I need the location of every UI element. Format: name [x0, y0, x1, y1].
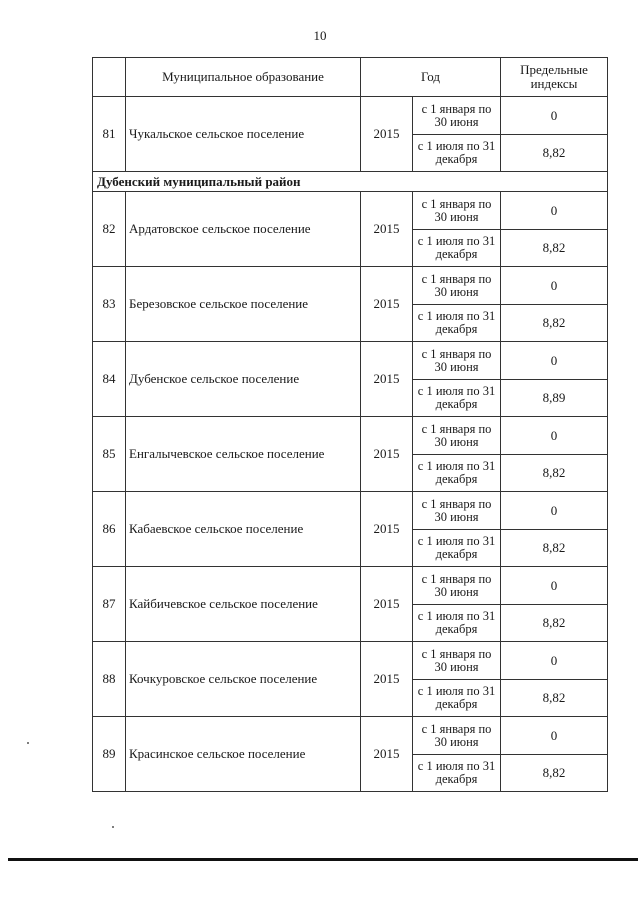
- district-name: Дубенский муниципальный район: [93, 172, 608, 192]
- period-label: с 1 июля по 31 декабря: [413, 380, 501, 417]
- period-label: с 1 июля по 31 декабря: [413, 680, 501, 717]
- year-cell: 2015: [361, 97, 413, 172]
- district-row: [93, 172, 608, 192]
- period-label: с 1 января по 30 июня: [413, 492, 501, 530]
- row-number: 89: [93, 717, 126, 792]
- index-value: 8,89: [501, 380, 608, 417]
- index-value: 0: [501, 97, 608, 135]
- period-label: с 1 января по 30 июня: [413, 267, 501, 305]
- table-row: [93, 567, 608, 605]
- index-value: 8,82: [501, 530, 608, 567]
- index-value: 0: [501, 717, 608, 755]
- period-label: с 1 июля по 31 декабря: [413, 230, 501, 267]
- index-value: 8,82: [501, 135, 608, 172]
- table-row: [93, 717, 608, 755]
- row-number: 87: [93, 567, 126, 642]
- page-number: 10: [313, 28, 327, 43]
- scan-speck: [112, 826, 114, 828]
- period-label: с 1 июля по 31 декабря: [413, 455, 501, 492]
- year-cell: 2015: [361, 417, 413, 492]
- index-value: 8,82: [501, 305, 608, 342]
- period-label: с 1 января по 30 июня: [413, 717, 501, 755]
- period-label: с 1 января по 30 июня: [413, 97, 501, 135]
- index-value: 0: [501, 417, 608, 455]
- period-label: с 1 июля по 31 декабря: [413, 605, 501, 642]
- municipality-name: Кочкуровское сельское поселение: [126, 642, 361, 717]
- index-value: 0: [501, 267, 608, 305]
- header-municipality: Муниципальное образование: [126, 58, 361, 97]
- index-value: 8,82: [501, 455, 608, 492]
- municipality-name: Чукальское сельское поселение: [126, 97, 361, 172]
- period-label: с 1 июля по 31 декабря: [413, 135, 501, 172]
- municipality-name: Ардатовское сельское поселение: [126, 192, 361, 267]
- municipality-name: Красинское сельское поселение: [126, 717, 361, 792]
- period-label: с 1 января по 30 июня: [413, 417, 501, 455]
- period-label: с 1 июля по 31 декабря: [413, 530, 501, 567]
- row-number: 88: [93, 642, 126, 717]
- year-cell: 2015: [361, 342, 413, 417]
- period-label: с 1 июля по 31 декабря: [413, 305, 501, 342]
- row-number: 84: [93, 342, 126, 417]
- year-cell: 2015: [361, 642, 413, 717]
- period-label: с 1 января по 30 июня: [413, 342, 501, 380]
- municipality-name: Березовское сельское поселение: [126, 267, 361, 342]
- index-value: 8,82: [501, 680, 608, 717]
- index-value: 8,82: [501, 755, 608, 792]
- index-value: 0: [501, 342, 608, 380]
- tariff-index-table: [92, 57, 608, 792]
- index-value: 0: [501, 642, 608, 680]
- index-value: 0: [501, 192, 608, 230]
- header-num: [93, 58, 126, 97]
- table-row: [93, 192, 608, 230]
- period-label: с 1 января по 30 июня: [413, 567, 501, 605]
- table-row: [93, 642, 608, 680]
- header-year: Год: [361, 58, 501, 97]
- index-value: 8,82: [501, 230, 608, 267]
- period-label: с 1 января по 30 июня: [413, 642, 501, 680]
- year-cell: 2015: [361, 492, 413, 567]
- index-value: 0: [501, 492, 608, 530]
- period-label: с 1 июля по 31 декабря: [413, 755, 501, 792]
- row-number: 81: [93, 97, 126, 172]
- period-label: с 1 января по 30 июня: [413, 192, 501, 230]
- index-value: 0: [501, 567, 608, 605]
- header-index: Предельные индексы: [501, 58, 608, 97]
- table-row: [93, 417, 608, 455]
- table-row: [93, 97, 608, 135]
- table-row: [93, 267, 608, 305]
- district-rows: [93, 192, 608, 792]
- municipality-name: Кабаевское сельское поселение: [126, 492, 361, 567]
- row-number: 85: [93, 417, 126, 492]
- municipality-name: Дубенское сельское поселение: [126, 342, 361, 417]
- row-number: 83: [93, 267, 126, 342]
- year-cell: 2015: [361, 267, 413, 342]
- index-value: 8,82: [501, 605, 608, 642]
- municipality-name: Кайбичевское сельское поселение: [126, 567, 361, 642]
- year-cell: 2015: [361, 192, 413, 267]
- row-number: 82: [93, 192, 126, 267]
- table-header-row: [93, 58, 608, 97]
- table-row: [93, 342, 608, 380]
- scan-speck: [27, 742, 29, 744]
- table-row: [93, 492, 608, 530]
- row-number: 86: [93, 492, 126, 567]
- year-cell: 2015: [361, 717, 413, 792]
- bottom-rule: [8, 858, 638, 861]
- municipality-name: Енгалычевское сельское поселение: [126, 417, 361, 492]
- year-cell: 2015: [361, 567, 413, 642]
